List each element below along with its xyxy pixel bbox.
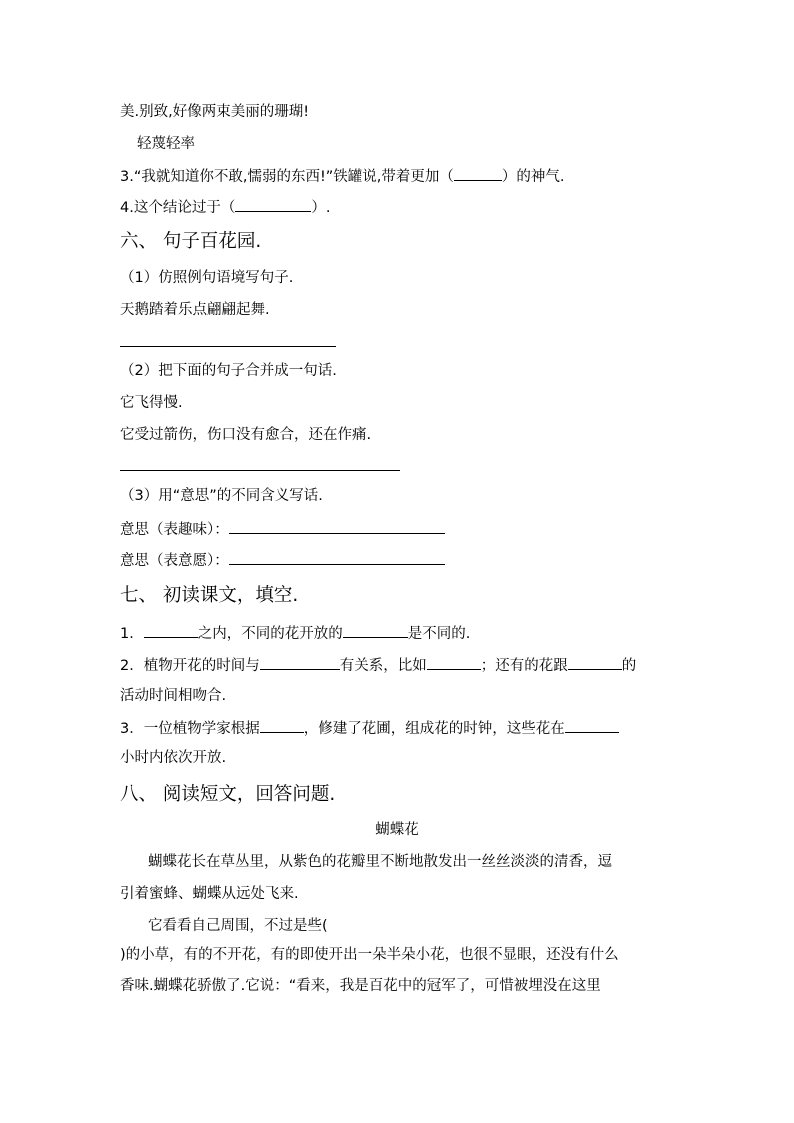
s7-q3-blank-2[interactable] (565, 717, 619, 733)
story-para-2-line-1: 它看看自己周围，不过是些( (148, 918, 328, 934)
section-6-title: 六、 句子百花园. (120, 231, 262, 252)
s7-question-2-cont: 活动时间相吻合. (120, 688, 227, 704)
s7-q1-text-a: 1． (120, 626, 144, 642)
s7-q2-text-a: 2．植物开花的时间与 (120, 658, 260, 674)
section-7-title: 七、 初读课文，填空. (120, 585, 299, 606)
s5-q3-blank[interactable] (454, 165, 502, 181)
s6-meaning-wish-blank[interactable] (229, 549, 445, 565)
s7-q2-text-d: 的 (621, 658, 637, 674)
s7-q2-blank-1[interactable] (260, 654, 340, 670)
s6-meaning-interest-label: 意思（表趣味）： (120, 522, 229, 538)
s7-question-3-cont: 小时内依次开放. (120, 750, 227, 766)
s6-meaning-interest (120, 518, 445, 540)
s6-prompt-1: （1）仿照例句语境写句子. (120, 270, 294, 286)
s6-answer-line-1[interactable] (120, 346, 336, 347)
s7-q1-text-b: 之内，不同的花开放的 (197, 626, 343, 642)
story-para-1-line-1: 蝴蝶花长在草丛里，从紫色的花瓣里不断地散发出一丝丝淡淡的清香，逗 (148, 854, 612, 870)
s7-q3-text-b: ，修建了花圃，组成花的时钟，这些花在 (303, 721, 565, 737)
s6-meaning-wish (120, 549, 445, 571)
story-para-2-line-2: )的小草，有的不开花，有的即使开出一朵半朵小花，也很不显眼，还没有什么 (120, 947, 619, 963)
s5-q3-text-a: 3.“我就知道你不敢,懦弱的东西!”铁罐说,带着更加（ (120, 169, 454, 185)
s7-question-3 (120, 717, 619, 739)
s7-q3-text-a: 3．一位植物学家根据 (120, 721, 260, 737)
s6-answer-line-2[interactable] (120, 470, 400, 471)
story-para-2-line-3: 香味.蝴蝶花骄傲了.它说：“看来，我是百花中的冠军了，可惜被埋没在这里 (120, 978, 601, 994)
section-8-title: 八、 阅读短文，回答问题. (120, 784, 336, 805)
s6-prompt-3: （3）用“意思”的不同含义写话. (120, 488, 323, 504)
story-para-1-line-2: 引着蜜蜂、蝴蝶从远处飞来. (120, 886, 299, 902)
story-title: 蝴蝶花 (375, 822, 419, 838)
s7-question-1 (120, 622, 470, 644)
s5-question-3 (120, 165, 565, 187)
s7-q1-blank-2[interactable] (343, 622, 408, 638)
s6-meaning-wish-label: 意思（表意愿）： (120, 553, 229, 569)
s6-prompt-2: （2）把下面的句子合并成一句话. (120, 363, 337, 379)
s5-q4-text-a: 4.这个结论过于（ (120, 200, 236, 216)
s6-example-sentence: 天鹅踏着乐点翩翩起舞. (120, 302, 270, 318)
s5-line-1: 美.别致,好像两束美丽的珊瑚! (120, 104, 310, 120)
s7-q2-text-c: ；还有的花跟 (480, 658, 568, 674)
s5-q4-blank[interactable] (235, 196, 311, 212)
s7-q3-blank-1[interactable] (260, 717, 304, 733)
s7-q2-blank-2[interactable] (427, 654, 481, 670)
s6-sentence-b: 它受过箭伤，伤口没有愈合，还在作痛. (120, 427, 372, 443)
s6-sentence-a: 它飞得慢. (120, 395, 183, 411)
s7-question-2 (120, 654, 636, 676)
s7-q1-blank-1[interactable] (144, 622, 198, 638)
s7-q2-text-b: 有关系，比如 (339, 658, 427, 674)
s7-q2-blank-3[interactable] (568, 654, 622, 670)
s7-q1-text-c: 是不同的. (407, 626, 471, 642)
s6-meaning-interest-blank[interactable] (229, 518, 445, 534)
s5-q4-text-b: ）. (311, 200, 331, 216)
s5-question-4 (120, 196, 330, 218)
word-option: 轻蔑轻率 (137, 136, 195, 152)
s5-q3-text-b: ）的神气. (501, 169, 565, 185)
